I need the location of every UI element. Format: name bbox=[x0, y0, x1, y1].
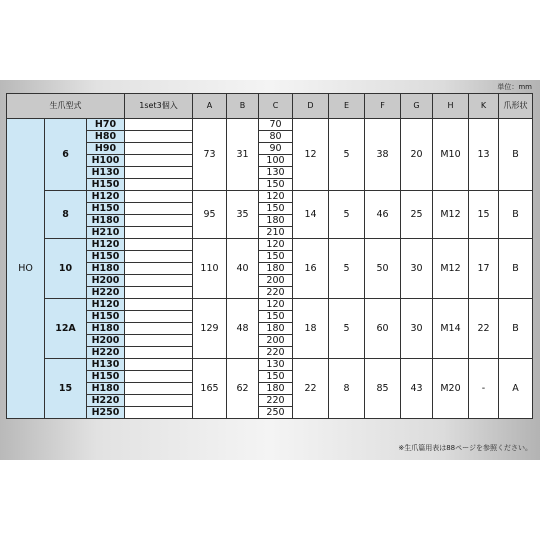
c-cell: 200 bbox=[259, 275, 293, 287]
set-cell bbox=[125, 359, 193, 371]
code-cell: H150 bbox=[87, 371, 125, 383]
value-cell-shape: B bbox=[499, 191, 533, 239]
set-cell bbox=[125, 227, 193, 239]
table-row bbox=[7, 359, 533, 371]
c-cell: 70 bbox=[259, 119, 293, 131]
value-cell-d: 22 bbox=[293, 359, 329, 419]
c-cell: 130 bbox=[259, 359, 293, 371]
value-cell-shape: A bbox=[499, 359, 533, 419]
value-cell-k: 17 bbox=[469, 239, 499, 299]
value-cell-a: 73 bbox=[193, 119, 227, 191]
c-cell: 180 bbox=[259, 263, 293, 275]
value-cell-g: 30 bbox=[401, 299, 433, 359]
table-body bbox=[7, 119, 533, 419]
header-col: D bbox=[293, 94, 329, 119]
model-cell: HO bbox=[7, 119, 45, 419]
set-cell bbox=[125, 131, 193, 143]
c-cell: 120 bbox=[259, 191, 293, 203]
footnote: ※生爪篇用表は88ページを参照ください。 bbox=[398, 444, 532, 452]
code-cell: H120 bbox=[87, 239, 125, 251]
code-cell: H90 bbox=[87, 143, 125, 155]
value-cell-k: 13 bbox=[469, 119, 499, 191]
set-cell bbox=[125, 191, 193, 203]
header-set: 1set3個入 bbox=[125, 94, 193, 119]
value-cell-a: 129 bbox=[193, 299, 227, 359]
value-cell-h: M20 bbox=[433, 359, 469, 419]
set-cell bbox=[125, 407, 193, 419]
unit-label: 単位：mm bbox=[497, 83, 532, 91]
table-header bbox=[7, 94, 533, 119]
code-cell: H130 bbox=[87, 359, 125, 371]
c-cell: 150 bbox=[259, 311, 293, 323]
code-cell: H180 bbox=[87, 263, 125, 275]
code-cell: H200 bbox=[87, 275, 125, 287]
set-cell bbox=[125, 167, 193, 179]
type-cell: 8 bbox=[45, 191, 87, 239]
value-cell-h: M12 bbox=[433, 191, 469, 239]
value-cell-h: M10 bbox=[433, 119, 469, 191]
value-cell-shape: B bbox=[499, 239, 533, 299]
code-cell: H120 bbox=[87, 191, 125, 203]
value-cell-e: 8 bbox=[329, 359, 365, 419]
type-cell: 15 bbox=[45, 359, 87, 419]
header-col: 爪形状 bbox=[499, 94, 533, 119]
value-cell-k: 15 bbox=[469, 191, 499, 239]
c-cell: 180 bbox=[259, 323, 293, 335]
code-cell: H200 bbox=[87, 335, 125, 347]
header-col: C bbox=[259, 94, 293, 119]
header-model: 生爪型式 bbox=[7, 94, 125, 119]
code-cell: H150 bbox=[87, 179, 125, 191]
set-cell bbox=[125, 263, 193, 275]
code-cell: H130 bbox=[87, 167, 125, 179]
c-cell: 180 bbox=[259, 215, 293, 227]
c-cell: 150 bbox=[259, 371, 293, 383]
header-col: K bbox=[469, 94, 499, 119]
c-cell: 130 bbox=[259, 167, 293, 179]
value-cell-f: 60 bbox=[365, 299, 401, 359]
c-cell: 120 bbox=[259, 299, 293, 311]
value-cell-a: 165 bbox=[193, 359, 227, 419]
value-cell-h: M12 bbox=[433, 239, 469, 299]
value-cell-b: 40 bbox=[227, 239, 259, 299]
code-cell: H70 bbox=[87, 119, 125, 131]
value-cell-g: 43 bbox=[401, 359, 433, 419]
c-cell: 150 bbox=[259, 203, 293, 215]
c-cell: 180 bbox=[259, 383, 293, 395]
type-cell: 10 bbox=[45, 239, 87, 299]
code-cell: H250 bbox=[87, 407, 125, 419]
value-cell-g: 25 bbox=[401, 191, 433, 239]
code-cell: H210 bbox=[87, 227, 125, 239]
code-cell: H220 bbox=[87, 395, 125, 407]
value-cell-g: 20 bbox=[401, 119, 433, 191]
value-cell-e: 5 bbox=[329, 191, 365, 239]
c-cell: 250 bbox=[259, 407, 293, 419]
code-cell: H180 bbox=[87, 383, 125, 395]
value-cell-e: 5 bbox=[329, 239, 365, 299]
value-cell-k: - bbox=[469, 359, 499, 419]
value-cell-k: 22 bbox=[469, 299, 499, 359]
c-cell: 220 bbox=[259, 347, 293, 359]
table-row bbox=[7, 119, 533, 131]
c-cell: 100 bbox=[259, 155, 293, 167]
value-cell-a: 95 bbox=[193, 191, 227, 239]
header-col: E bbox=[329, 94, 365, 119]
set-cell bbox=[125, 311, 193, 323]
type-cell: 12A bbox=[45, 299, 87, 359]
type-cell: 6 bbox=[45, 119, 87, 191]
c-cell: 210 bbox=[259, 227, 293, 239]
c-cell: 90 bbox=[259, 143, 293, 155]
table-row bbox=[7, 239, 533, 251]
value-cell-f: 46 bbox=[365, 191, 401, 239]
set-cell bbox=[125, 119, 193, 131]
value-cell-shape: B bbox=[499, 119, 533, 191]
header-col: A bbox=[193, 94, 227, 119]
table-row bbox=[7, 191, 533, 203]
set-cell bbox=[125, 335, 193, 347]
value-cell-f: 85 bbox=[365, 359, 401, 419]
spec-table bbox=[6, 93, 533, 419]
code-cell: H120 bbox=[87, 299, 125, 311]
value-cell-shape: B bbox=[499, 299, 533, 359]
value-cell-e: 5 bbox=[329, 119, 365, 191]
code-cell: H150 bbox=[87, 311, 125, 323]
code-cell: H220 bbox=[87, 347, 125, 359]
set-cell bbox=[125, 371, 193, 383]
c-cell: 150 bbox=[259, 179, 293, 191]
c-cell: 150 bbox=[259, 251, 293, 263]
c-cell: 220 bbox=[259, 395, 293, 407]
value-cell-b: 31 bbox=[227, 119, 259, 191]
set-cell bbox=[125, 323, 193, 335]
value-cell-d: 18 bbox=[293, 299, 329, 359]
set-cell bbox=[125, 383, 193, 395]
value-cell-d: 12 bbox=[293, 119, 329, 191]
value-cell-b: 62 bbox=[227, 359, 259, 419]
value-cell-d: 14 bbox=[293, 191, 329, 239]
set-cell bbox=[125, 395, 193, 407]
set-cell bbox=[125, 275, 193, 287]
value-cell-h: M14 bbox=[433, 299, 469, 359]
header-col: F bbox=[365, 94, 401, 119]
table-row bbox=[7, 299, 533, 311]
set-cell bbox=[125, 203, 193, 215]
set-cell bbox=[125, 155, 193, 167]
header-col: G bbox=[401, 94, 433, 119]
code-cell: H180 bbox=[87, 215, 125, 227]
c-cell: 200 bbox=[259, 335, 293, 347]
set-cell bbox=[125, 299, 193, 311]
set-cell bbox=[125, 239, 193, 251]
value-cell-b: 48 bbox=[227, 299, 259, 359]
value-cell-d: 16 bbox=[293, 239, 329, 299]
header-col: B bbox=[227, 94, 259, 119]
code-cell: H150 bbox=[87, 203, 125, 215]
value-cell-a: 110 bbox=[193, 239, 227, 299]
c-cell: 120 bbox=[259, 239, 293, 251]
code-cell: H220 bbox=[87, 287, 125, 299]
value-cell-f: 38 bbox=[365, 119, 401, 191]
code-cell: H150 bbox=[87, 251, 125, 263]
set-cell bbox=[125, 179, 193, 191]
set-cell bbox=[125, 347, 193, 359]
set-cell bbox=[125, 287, 193, 299]
c-cell: 80 bbox=[259, 131, 293, 143]
value-cell-f: 50 bbox=[365, 239, 401, 299]
set-cell bbox=[125, 215, 193, 227]
code-cell: H80 bbox=[87, 131, 125, 143]
code-cell: H180 bbox=[87, 323, 125, 335]
value-cell-b: 35 bbox=[227, 191, 259, 239]
set-cell bbox=[125, 143, 193, 155]
set-cell bbox=[125, 251, 193, 263]
value-cell-e: 5 bbox=[329, 299, 365, 359]
c-cell: 220 bbox=[259, 287, 293, 299]
value-cell-g: 30 bbox=[401, 239, 433, 299]
code-cell: H100 bbox=[87, 155, 125, 167]
header-col: H bbox=[433, 94, 469, 119]
